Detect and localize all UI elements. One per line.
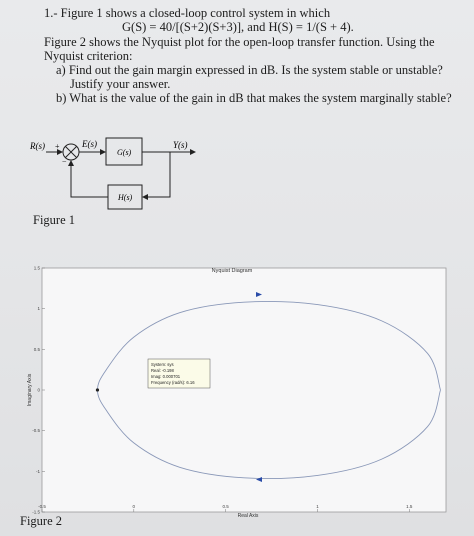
datatip-line-2: Real: -0.198 [151, 368, 174, 373]
datatip-line-4: Frequency (rad/s): 6.16 [151, 380, 195, 385]
question-line-4: Nyquist criterion: [44, 49, 133, 63]
y-axis-label: Imaginary Axis [27, 373, 33, 407]
question-line-1: 1.- Figure 1 shows a closed-loop control system in which [44, 6, 331, 20]
e-error-label: E(s) [82, 139, 97, 149]
plus-sign: + [55, 142, 60, 151]
y-tick-label: -1.5 [32, 509, 40, 515]
figure1-caption: Figure 1 [33, 213, 76, 227]
y-tick-label: 1 [37, 306, 40, 312]
minus-sign: − [62, 157, 67, 166]
y-output-label: Y(s) [173, 140, 188, 150]
datatip-line-1: System: sys [151, 362, 174, 367]
datatip-marker [96, 388, 99, 391]
x-tick-label: 1.5 [406, 504, 413, 509]
y-tick-label: 0 [37, 387, 40, 393]
g-block-label: G(s) [117, 148, 132, 157]
plot-frame [42, 268, 446, 512]
x-tick-label: -0.5 [38, 504, 46, 509]
question-line-2: G(S) = 40/[(S+2)(S+3)], and H(S) = 1/(S + 4). [122, 20, 354, 34]
x-tick-label: 0.5 [222, 504, 229, 509]
question-line-3: Figure 2 shows the Nyquist plot for the open-loop transfer function. Using the [44, 35, 435, 49]
question-part-a-justify: Justify your answer. [70, 77, 171, 91]
question-part-a: a) Find out the gain margin expressed in dB. Is the system stable or unstable? [56, 63, 443, 77]
y-tick-label: -1 [35, 468, 40, 474]
x-axis-label: Real Axis [237, 513, 259, 519]
r-input-label: R(s) [30, 141, 45, 151]
h-block-label: H(s) [118, 193, 133, 202]
plot-title: Nyquist Diagram [211, 268, 253, 274]
question-part-b: b) What is the value of the gain in dB that makes the system marginally stable? [56, 91, 452, 105]
y-tick-label: 0.5 [33, 346, 40, 352]
datatip-box [148, 359, 210, 388]
y-tick-label: 1.5 [33, 265, 40, 271]
x-tick-label: 0 [132, 504, 136, 509]
figure2-caption: Figure 2 [20, 514, 63, 528]
datatip-line-3: Imag: 0.000701 [151, 374, 181, 379]
x-tick-label: 1 [316, 504, 319, 509]
y-tick-label: -0.5 [32, 428, 40, 434]
